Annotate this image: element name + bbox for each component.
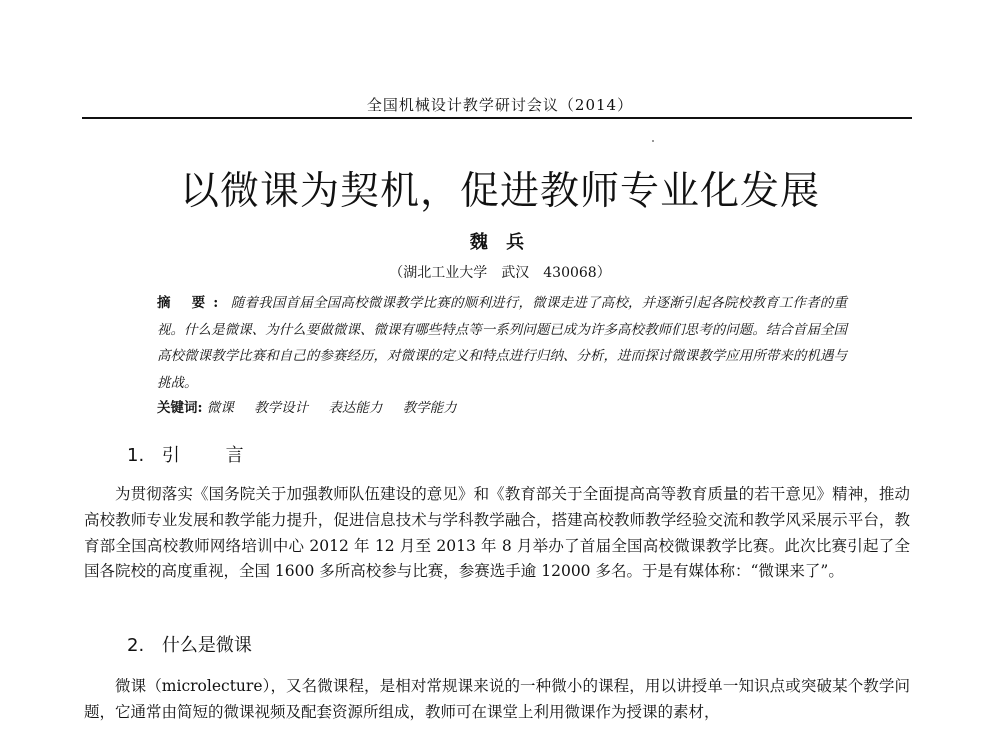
abstract bbox=[157, 290, 847, 396]
section-number: 2. bbox=[127, 635, 145, 656]
abstract-label: 摘 要: bbox=[157, 295, 227, 311]
header-rule bbox=[82, 117, 912, 119]
paper-title: 以微课为契机，促进教师专业化发展 bbox=[179, 169, 820, 214]
keyword-item: 教学能力 bbox=[402, 400, 457, 416]
keywords-label: 关键词: bbox=[157, 400, 203, 416]
scan-speck bbox=[652, 140, 654, 142]
section-heading-introduction bbox=[127, 441, 264, 467]
abstract-text: 随着我国首届全国高校微课教学比赛的顺利进行，微课走进了高校，并逐渐引起各院校教育工作者的重视。什么是微课、为什么要做微课、微课有哪些特点等一系列问题已成为许多高校教师们思考的问题。结合首届全国高校微课教学比赛和自己的参赛经历，对微课的定义和特点进行归纳、分析，进而探讨微课教学应用所带来的机遇与挑战。 bbox=[157, 295, 848, 391]
body-paragraph-what-is-microlecture: 微课（microlecture），又名微课程，是相对常规课来说的一种微小的课程，用以讲授单一知识点或突破某个教学问题，它通常由简短的微课视频及配套资源所组成，教师可在课堂上利用微课作为授课的素材， bbox=[84, 677, 910, 721]
keyword-item: 表达能力 bbox=[328, 400, 383, 416]
author-name: 魏 兵 bbox=[469, 232, 531, 253]
section-title: 引 言 bbox=[161, 445, 264, 466]
keywords bbox=[157, 398, 847, 418]
keyword-item: 教学设计 bbox=[254, 400, 309, 416]
keyword-item: 微课 bbox=[206, 400, 234, 416]
body-paragraph-introduction: 为贯彻落实《国务院关于加强教师队伍建设的意见》和《教育部关于全面提高高等教育质量的若干意见》精神，推动高校教师专业发展和教学能力提升，促进信息技术与学科教学融合，搭建高校教师教学经验交流和教学风采展示平台，教育部全国高校教师网络培训中心 2012 年 12 月至 2013 年 8 月举办了首届全国高校微课教学比赛。此次比赛引起了全国各院校的高度重视，全国 1600 多所高校参与比赛，参赛选手逾 12000 多名。于是有媒体称：“微课来了”。 bbox=[84, 485, 910, 581]
section-title: 什么是微课 bbox=[161, 635, 252, 656]
author-affiliation: （湖北工业大学 武汉 430068） bbox=[389, 265, 611, 281]
section-number: 1. bbox=[127, 445, 145, 466]
section-heading-what-is-microlecture bbox=[127, 631, 252, 657]
running-head: 全国机械设计教学研讨会议（2014） bbox=[366, 96, 634, 114]
